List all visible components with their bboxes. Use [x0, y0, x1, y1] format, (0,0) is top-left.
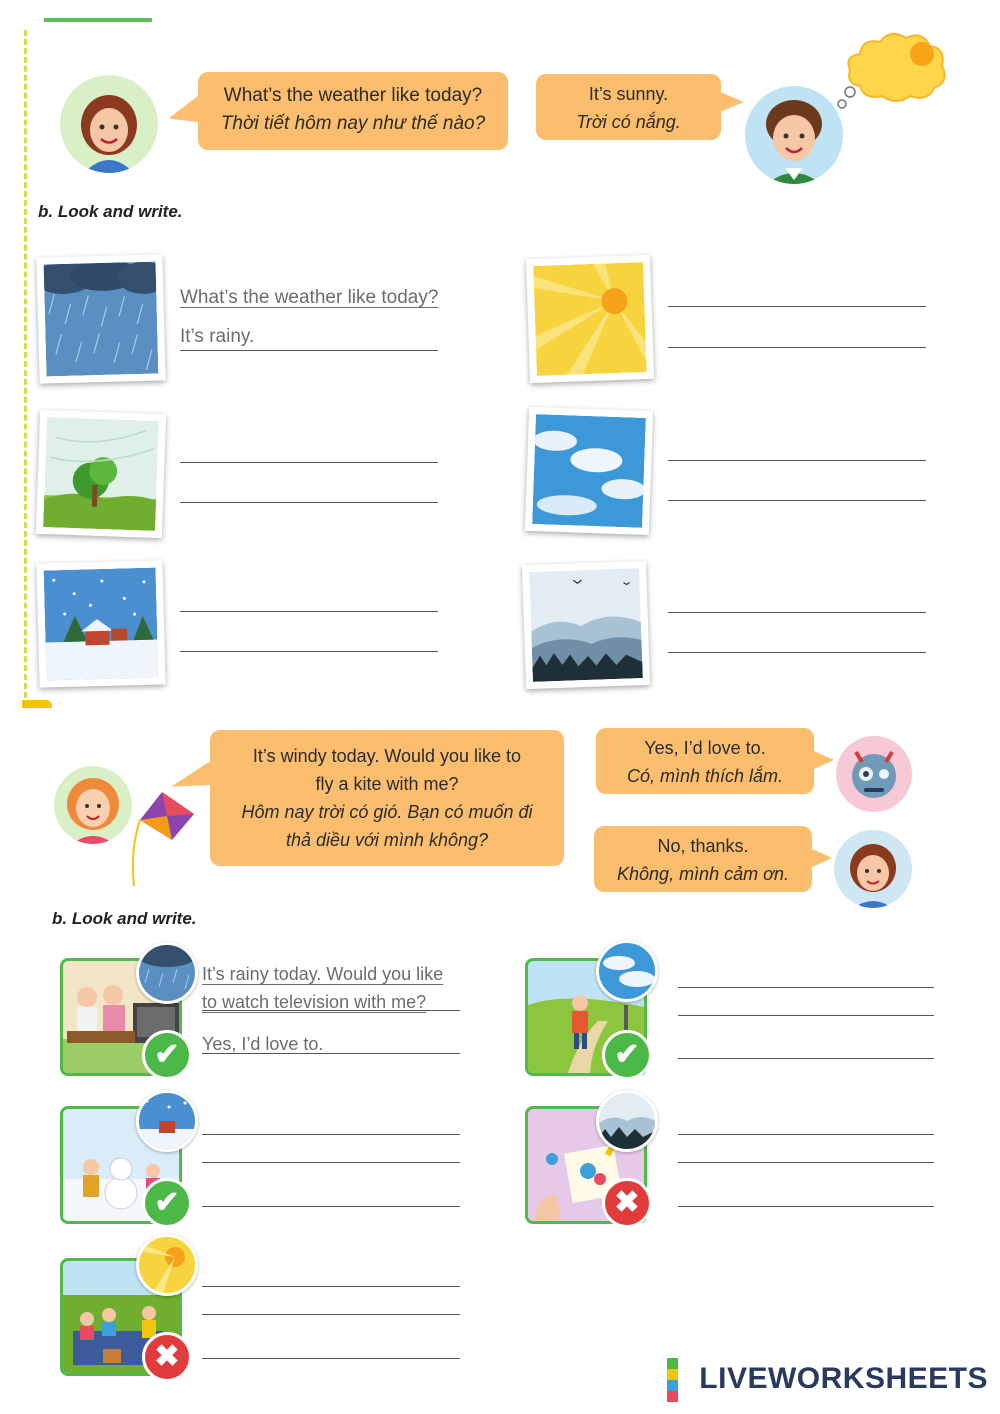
bubble-tail: [812, 750, 834, 770]
answer-line[interactable]: [668, 347, 926, 348]
answer-line[interactable]: [180, 350, 438, 351]
answer-line[interactable]: [678, 987, 934, 988]
answer-line[interactable]: [668, 460, 926, 461]
answer-line[interactable]: [180, 502, 438, 503]
girl-question-vi: Thời tiết hôm nay như thế nào?: [220, 113, 486, 134]
sun-cloud-icon: [842, 26, 950, 113]
robot-avatar: [836, 736, 912, 812]
example-question: What’s the weather like today?: [180, 287, 439, 308]
section2-title: b. Look and write.: [52, 909, 197, 928]
kite-icon: [120, 790, 200, 895]
sunny-photo: [526, 255, 654, 383]
cross-icon: ✖: [602, 1178, 652, 1228]
boy-answer-en: It’s sunny.: [588, 84, 669, 104]
answer-line[interactable]: [202, 1358, 460, 1359]
windy-photo: [36, 410, 166, 538]
snowy-photo: [36, 560, 165, 687]
thumb-rainy: [136, 942, 198, 1004]
example2-line-1: It’s rainy today. Would you like: [202, 964, 444, 984]
answer-line[interactable]: [668, 612, 926, 613]
example2-line-2: to watch television with me?: [202, 992, 427, 1012]
boy-speech-bubble: [536, 74, 721, 140]
bubble-tail: [810, 848, 832, 868]
bubble-tail: [720, 92, 744, 112]
robot-answer-vi: Có, mình thích lắm.: [626, 766, 784, 786]
girl-speech-bubble: [198, 72, 508, 150]
boy-avatar: [745, 86, 843, 184]
girl3-avatar: [834, 830, 912, 908]
example2-answer: Yes, I’d love to.: [202, 1034, 324, 1054]
foggy-photo: [522, 561, 650, 689]
girl2-line-4-vi: thả diều với mình không?: [285, 830, 488, 850]
answer-line[interactable]: [668, 652, 926, 653]
liveworksheets-logo: [666, 1358, 988, 1402]
girl2-line-1: It’s windy today. Would you like to: [252, 746, 522, 766]
thumb-cloudy: [596, 940, 658, 1002]
answer-line[interactable]: [668, 500, 926, 501]
cloudy-photo: [525, 407, 653, 535]
example-answer: It’s rainy.: [180, 326, 255, 347]
answer-line[interactable]: [202, 1314, 460, 1315]
dashed-margin: [24, 30, 27, 698]
girl2-line-3-vi: Hôm nay trời có gió. Bạn có muốn đi: [241, 802, 533, 822]
robot-speech-bubble: [596, 728, 814, 794]
girl3-answer-en: No, thanks.: [657, 836, 749, 856]
example2-question: [202, 960, 462, 1016]
answer-line[interactable]: [202, 1010, 460, 1011]
answer-line[interactable]: [678, 1058, 934, 1059]
girl3-answer-vi: Không, mình cảm ơn.: [617, 864, 789, 884]
logo-text: LIVEWORKSHEETS: [699, 1361, 988, 1395]
top-green-bar: [44, 18, 152, 22]
answer-line[interactable]: [180, 611, 438, 612]
thumb-snowy: [136, 1090, 198, 1152]
thumb-foggy: [596, 1090, 658, 1152]
answer-line[interactable]: [678, 1206, 934, 1207]
answer-line[interactable]: [202, 1053, 460, 1054]
cross-icon: ✖: [142, 1332, 192, 1382]
boy-answer-vi: Trời có nắng.: [576, 112, 681, 132]
check-icon: ✔: [602, 1030, 652, 1080]
answer-line[interactable]: [202, 1286, 460, 1287]
answer-line[interactable]: [180, 462, 438, 463]
girl2-line-2: fly a kite with me?: [315, 774, 459, 794]
answer-line[interactable]: [678, 1162, 934, 1163]
check-icon: ✔: [142, 1178, 192, 1228]
page-divider: [22, 700, 52, 708]
answer-line[interactable]: [202, 1206, 460, 1207]
answer-line[interactable]: [678, 1015, 934, 1016]
logo-mark-icon: [666, 1358, 690, 1402]
answer-line[interactable]: [678, 1134, 934, 1135]
thumb-sunny: [136, 1234, 198, 1296]
girl2-speech-bubble: [210, 730, 564, 866]
answer-line[interactable]: [668, 306, 926, 307]
check-icon: ✔: [142, 1030, 192, 1080]
girl3-speech-bubble: [594, 826, 812, 892]
answer-line[interactable]: [202, 1162, 460, 1163]
answer-line[interactable]: [202, 1134, 460, 1135]
girl-question-en: What’s the weather like today?: [223, 85, 483, 106]
section1-title: b. Look and write.: [38, 202, 183, 221]
girl-avatar: [60, 75, 158, 173]
robot-answer-en: Yes, I’d love to.: [644, 738, 766, 758]
rainy-photo: [36, 254, 165, 383]
answer-line[interactable]: [180, 651, 438, 652]
